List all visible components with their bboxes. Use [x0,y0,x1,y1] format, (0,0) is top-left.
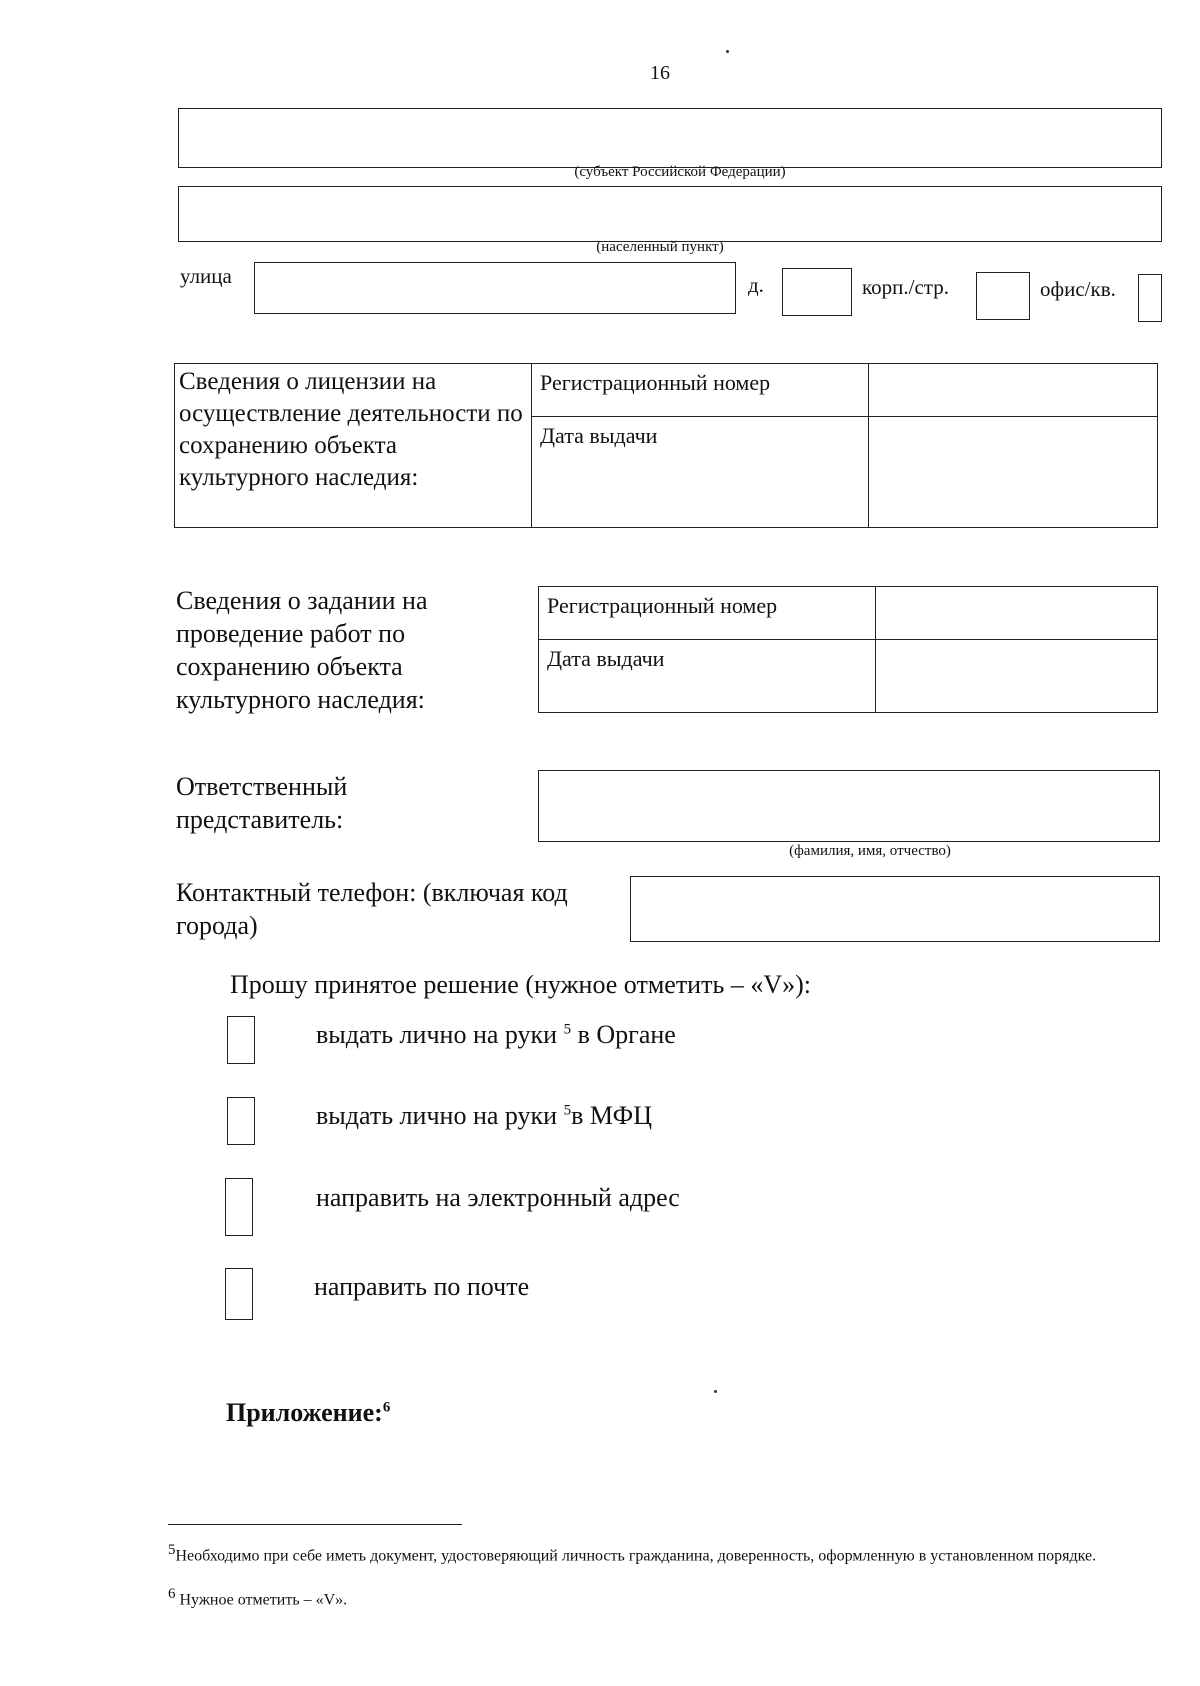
street-input[interactable] [254,262,736,314]
license-table [174,363,1158,528]
office-label: офис/кв. [1040,277,1116,301]
locality-caption: (населенный пункт) [596,239,724,255]
option-email-checkbox[interactable] [225,1178,253,1236]
option-mail-checkbox[interactable] [225,1268,253,1320]
locality-input[interactable] [178,186,1162,242]
footnote-6: $^6$ Нужное отметить – «V». [168,1586,348,1609]
region-input[interactable] [178,108,1162,168]
option-mfc-label: выдать лично на руки $^5$в МФЦ [316,1101,652,1130]
option-mfc-checkbox[interactable] [227,1097,255,1145]
page-number: 16 [650,62,670,84]
footnote-separator [168,1524,462,1525]
license-issue-date-input[interactable] [869,417,1158,528]
footnote-5: $^5$Необходимо при себе иметь документ, удостоверяющий личность гражданина, доверенность, оформленную в установленном порядке. [168,1542,1097,1565]
representative-label: Ответственный представитель: [176,772,348,834]
phone-label: Контактный телефон: (включая код города) [176,878,568,940]
street-label: улица [180,264,232,288]
appendix-label: Приложение:$^6$ [226,1398,391,1427]
option-organ-checkbox[interactable] [227,1016,255,1064]
assignment-label: Сведения о задании на проведение работ по сохранению объекта культурного наследия: [176,586,428,714]
option-organ-label: выдать лично на руки $^5$ в Органе [316,1020,676,1049]
assignment-table [538,586,1158,713]
option-email-label: направить на электронный адрес [316,1183,680,1212]
assignment-reg-number-input[interactable] [876,587,1158,640]
license-reg-number-label: Регистрационный номер [532,364,869,417]
license-issue-date-label: Дата выдачи [532,417,869,528]
region-caption: (субъект Российской Федерации) [574,164,786,180]
assignment-issue-date-input[interactable] [876,640,1158,713]
license-reg-number-input[interactable] [869,364,1158,417]
assignment-issue-date-label: Дата выдачи [539,640,876,713]
assignment-reg-number-label: Регистрационный номер [539,587,876,640]
phone-input[interactable] [630,876,1160,942]
scan-speck [726,50,729,53]
option-mail-label: направить по почте [314,1272,530,1301]
house-label: д. [748,273,764,297]
house-input[interactable] [782,268,852,316]
office-input[interactable] [1138,274,1162,322]
building-input[interactable] [976,272,1030,320]
scan-speck [714,1390,717,1393]
building-label: корп./стр. [862,275,949,299]
decision-heading: Прошу принятое решение (нужное отметить – «V»): [230,970,811,999]
license-label: Сведения о лицензии на осуществление деятельности по сохранению объекта культурного наследия: [175,364,532,528]
representative-caption: (фамилия, имя, отчество) [789,843,951,859]
representative-input[interactable] [538,770,1160,842]
